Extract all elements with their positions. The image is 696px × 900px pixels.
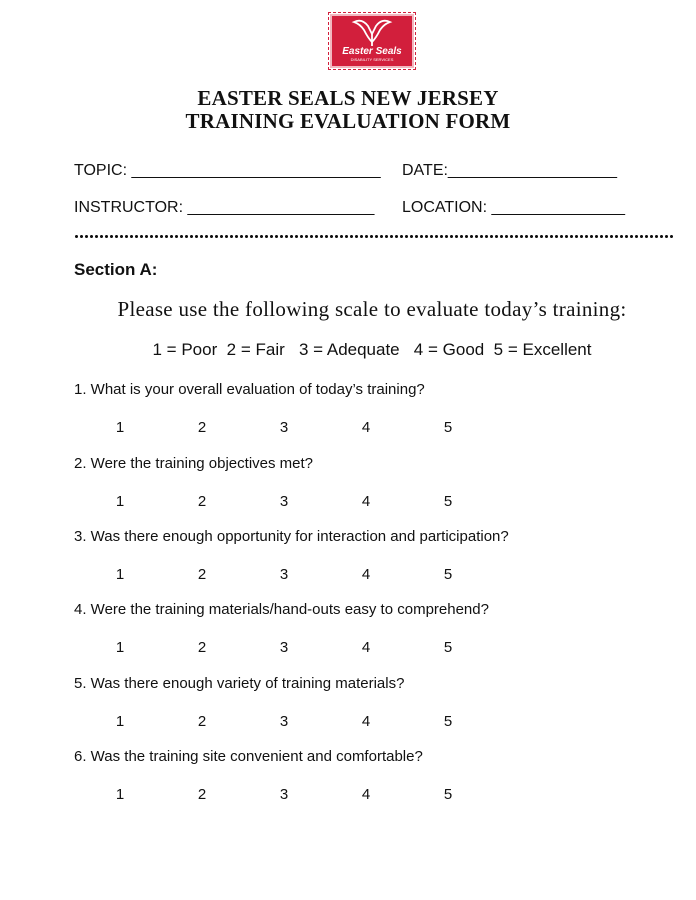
rating-option-q4-3[interactable]: 3 <box>279 639 289 656</box>
location-field[interactable]: LOCATION: _______________ <box>402 199 625 216</box>
rating-option-q1-2[interactable]: 2 <box>197 419 207 436</box>
rating-option-q2-5[interactable]: 5 <box>443 493 453 510</box>
rating-option-q1-5[interactable]: 5 <box>443 419 453 436</box>
topic-field[interactable]: TOPIC: ____________________________ <box>74 162 381 179</box>
question-3: 3. Was there enough opportunity for interaction and participation? <box>74 528 509 545</box>
rating-option-q1-4[interactable]: 4 <box>361 419 371 436</box>
rating-option-q4-4[interactable]: 4 <box>361 639 371 656</box>
rating-option-q3-2[interactable]: 2 <box>197 566 207 583</box>
rating-option-q6-1[interactable]: 1 <box>115 786 125 803</box>
rating-option-q3-5[interactable]: 5 <box>443 566 453 583</box>
form-title: TRAINING EVALUATION FORM <box>185 109 511 133</box>
rating-option-q6-4[interactable]: 4 <box>361 786 371 803</box>
date-field[interactable]: DATE:___________________ <box>402 162 617 179</box>
rating-option-q4-1[interactable]: 1 <box>115 639 125 656</box>
rating-option-q4-2[interactable]: 2 <box>197 639 207 656</box>
question-6: 6. Was the training site convenient and comfortable? <box>74 748 423 765</box>
rating-option-q4-5[interactable]: 5 <box>443 639 453 656</box>
rating-option-q5-4[interactable]: 4 <box>361 713 371 730</box>
rating-option-q2-1[interactable]: 1 <box>115 493 125 510</box>
svg-text:Easter Seals: Easter Seals <box>342 46 402 57</box>
rating-option-q6-5[interactable]: 5 <box>443 786 453 803</box>
rating-option-q2-4[interactable]: 4 <box>361 493 371 510</box>
rating-option-q5-1[interactable]: 1 <box>115 713 125 730</box>
question-5: 5. Was there enough variety of training materials? <box>74 675 405 692</box>
rating-option-q5-5[interactable]: 5 <box>443 713 453 730</box>
rating-option-q5-2[interactable]: 2 <box>197 713 207 730</box>
org-title: EASTER SEALS NEW JERSEY <box>197 86 499 110</box>
easter-seals-logo <box>330 14 414 68</box>
rating-option-q2-3[interactable]: 3 <box>279 493 289 510</box>
scale-instruction: Please use the following scale to evaluate today’s training: <box>117 297 627 321</box>
rating-option-q6-3[interactable]: 3 <box>279 786 289 803</box>
rating-option-q6-2[interactable]: 2 <box>197 786 207 803</box>
instructor-field[interactable]: INSTRUCTOR: _____________________ <box>74 199 375 216</box>
rating-scale-legend: 1 = Poor 2 = Fair 3 = Adequate 4 = Good 5 = Excellent <box>152 340 592 359</box>
rating-option-q5-3[interactable]: 3 <box>279 713 289 730</box>
question-4: 4. Were the training materials/hand-outs easy to comprehend? <box>74 601 489 618</box>
section-heading: Section A: <box>74 260 158 279</box>
svg-text:DISABILITY SERVICES: DISABILITY SERVICES <box>350 57 394 62</box>
rating-option-q3-4[interactable]: 4 <box>361 566 371 583</box>
rating-option-q3-3[interactable]: 3 <box>279 566 289 583</box>
question-1: 1. What is your overall evaluation of today’s training? <box>74 381 425 398</box>
question-2: 2. Were the training objectives met? <box>74 455 314 472</box>
rating-option-q2-2[interactable]: 2 <box>197 493 207 510</box>
rating-option-q1-3[interactable]: 3 <box>279 419 289 436</box>
dotted-divider <box>74 234 674 239</box>
rating-option-q1-1[interactable]: 1 <box>115 419 125 436</box>
rating-option-q3-1[interactable]: 1 <box>115 566 125 583</box>
